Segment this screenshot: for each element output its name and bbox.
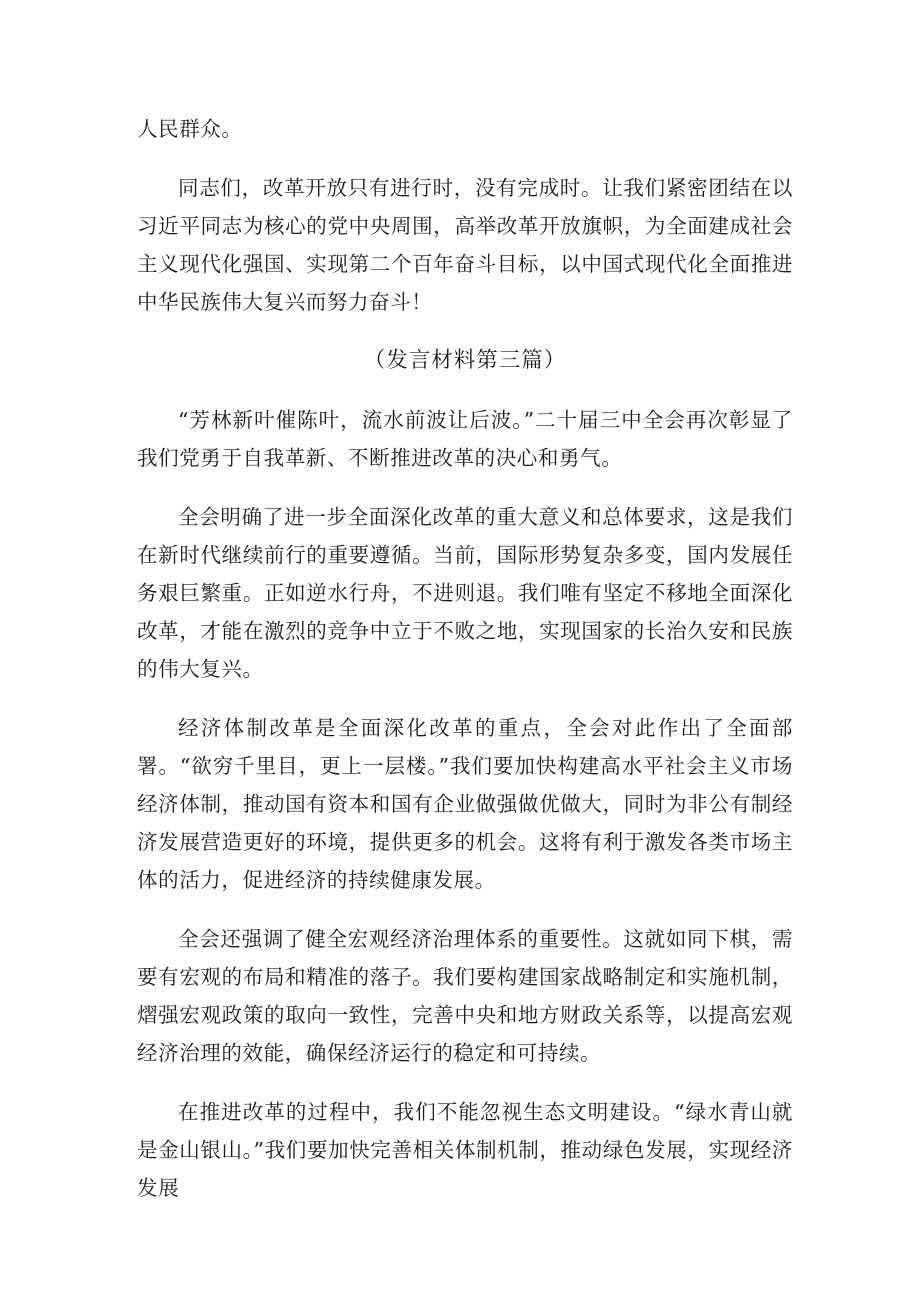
paragraph: 全会还强调了健全宏观经济治理体系的重要性。这就如同下棋，需要有宏观的布局和精准的落子。我们要构建国家战略制定和实施机制，熠强宏观政策的取向一致性，完善中央和地方财政关系等，以提高宏观经济治理的效能，确保经济运行的稳定和可持续。: [137, 927, 793, 1065]
paragraph: 全会明确了进一步全面深化改革的重大意义和总体要求，这是我们在新时代继续前行的重要遵循。当前，国际形势复杂多变，国内发展任务艰巨繁重。正如逆水行舟，不进则退。我们唯有坚定不移地全面深化改革，才能在激烈的竞争中立于不败之地，实现国家的长治久安和民族的伟大复兴。: [137, 505, 793, 681]
paragraph: 在推进改革的过程中，我们不能忽视生态文明建设。“绿水青山就是金山银山。”我们要加快完善相关体制机制，推动绿色发展，实现经济发展: [137, 1100, 793, 1200]
document-body: [137, 110, 793, 1228]
section-title: （发言材料第三篇）: [363, 348, 567, 373]
paragraph: 经济体制改革是全面深化改革的重点，全会对此作出了全面部署。“欲穷千里目，更上一层楼。”我们要加快构建高水平社会主义市场经济体制，推动国有资本和国有企业做强做优做大，同时为非公有制经济发展营造更好的环境，提供更多的机会。这将有利于激发各类市场主体的活力，促进经济的持续健康发展。: [137, 716, 793, 892]
intro-fragment: 人民群众。: [137, 117, 243, 141]
paragraph: “芳林新叶催陈叶，流水前波让后波。”二十届三中全会再次彰显了我们党勇于自我革新、不断推进改革的决心和勇气。: [137, 408, 793, 470]
closing-paragraph: 同志们，改革开放只有进行时，没有完成时。让我们紧密团结在以习近平同志为核心的党中央周围，高举改革开放旗帜，为全面建成社会主义现代化强国、实现第二个百年奋斗目标，以中国式现代化全面推进中华民族伟大复兴而努力奋斗！: [137, 176, 793, 314]
